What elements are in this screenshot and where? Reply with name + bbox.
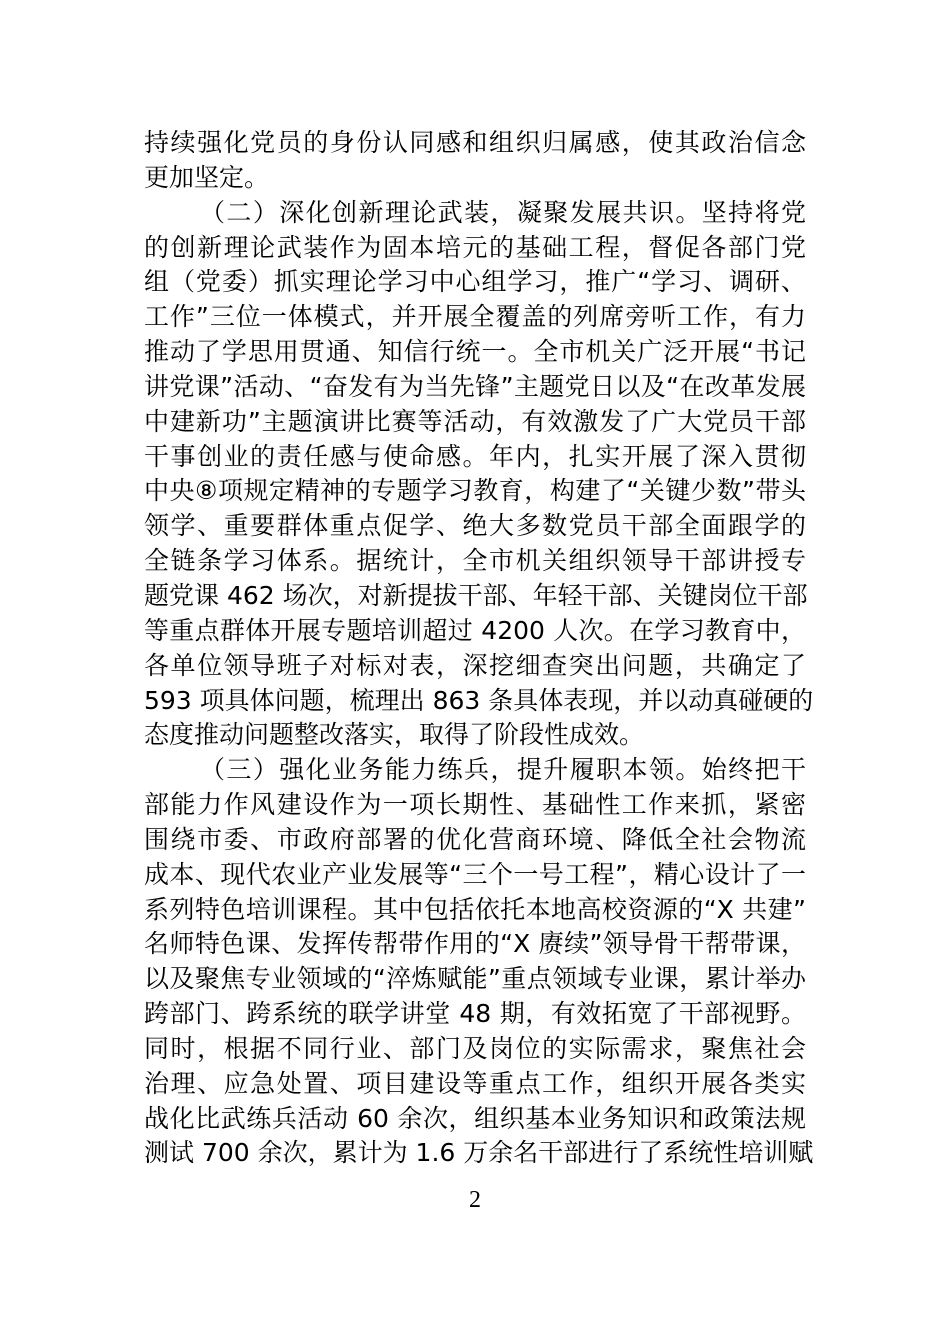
text-line: 全链条学习体系。据统计，全市机关组织领导干部讲授专 [144, 546, 806, 576]
text-line: 等重点群体开展专题培训超过 4200 人次。在学习教育中， [144, 615, 806, 645]
body-text [144, 126, 814, 1171]
text-line: 组（党委）抓实理论学习中心组学习，推广“学习、调研、 [144, 267, 806, 297]
text-line: 更加坚定。 [144, 162, 270, 192]
text-line: 题党课 462 场次，对新提拔干部、年轻干部、关键岗位干部 [144, 580, 808, 610]
text-line: 围绕市委、市政府部署的优化营商环境、降低全社会物流 [144, 824, 806, 854]
text-line: 治理、应急处置、项目建设等重点工作，组织开展各类实 [144, 1068, 806, 1098]
text-line: 以及聚焦专业领域的“淬炼赋能”重点领域专业课，累计举办 [144, 964, 806, 994]
text-line: 各单位领导班子对标对表，深挖细查突出问题，共确定了 [144, 650, 806, 680]
text-line: 中建新功”主题演讲比赛等活动，有效激发了广大党员干部 [144, 406, 806, 436]
text-line: 的创新理论武装作为固本培元的基础工程，督促各部门党 [144, 232, 806, 262]
text-line: 成本、现代农业产业发展等“三个一号工程”，精心设计了一 [144, 859, 806, 889]
section-heading-line: （二）深化创新理论武装，凝聚发展共识。坚持将党 [200, 197, 806, 227]
text-line: 系列特色培训课程。其中包括依托本地高校资源的“X 共建” [144, 894, 806, 924]
text-line: 工作”三位一体模式，并开展全覆盖的列席旁听工作，有力 [144, 302, 806, 332]
text-line: 领学、重要群体重点促学、绝大多数党员干部全面跟学的 [144, 511, 806, 541]
text-line: 名师特色课、发挥传帮带作用的“X 赓续”领导骨干帮带课， [144, 929, 806, 959]
text-line: 同时，根据不同行业、部门及岗位的实际需求，聚焦社会 [144, 1033, 806, 1063]
text-line: 持续强化党员的身份认同感和组织归属感，使其政治信念 [144, 128, 806, 157]
text-line: 推动了学思用贯通、知信行统一。全市机关广泛开展“书记 [144, 337, 806, 367]
text-line: 593 项具体问题，梳理出 863 条具体表现，并以动真碰硬的 [144, 685, 814, 715]
text-line: 中央⑧项规定精神的专题学习教育，构建了“关键少数”带头 [144, 476, 806, 506]
text-line: 跨部门、跨系统的联学讲堂 48 期，有效拓宽了干部视野。 [144, 999, 806, 1029]
text-line: 战化比武练兵活动 60 余次，组织基本业务知识和政策法规 [144, 1103, 806, 1133]
text-line: 干事创业的责任感与使命感。年内，扎实开展了深入贯彻 [144, 441, 806, 471]
section-heading-line: （三）强化业务能力练兵，提升履职本领。始终把干 [200, 755, 806, 785]
text-line: 测试 700 余次，累计为 1.6 万余名干部进行了系统性培训赋 [144, 1138, 814, 1168]
page-number: 2 [469, 1187, 481, 1213]
text-line: 态度推动问题整改落实，取得了阶段性成效。 [144, 720, 645, 750]
text-line: 讲党课”活动、“奋发有为当先锋”主题党日以及“在改革发展 [144, 371, 806, 401]
text-line: 部能力作风建设作为一项长期性、基础性工作来抓，紧密 [144, 790, 806, 820]
